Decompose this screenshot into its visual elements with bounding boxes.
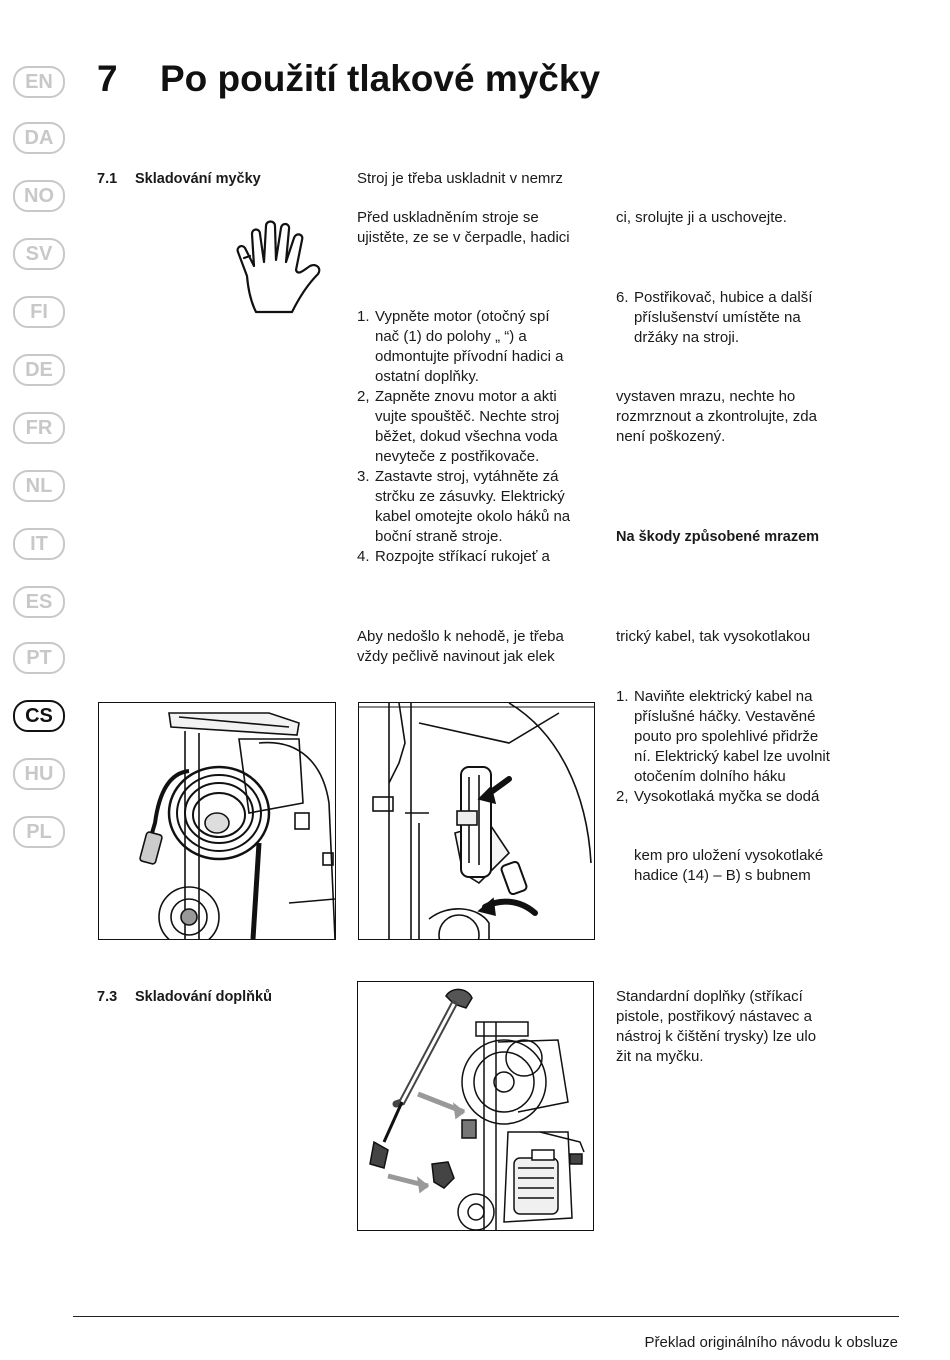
list-item-line: Vypněte motor (otočný spí bbox=[375, 308, 550, 325]
section-title: Skladování doplňků bbox=[135, 989, 272, 1005]
text-line: nástroj k čištění trysky) lze ulo bbox=[616, 1028, 817, 1045]
list-item-line: běžet, dokud všechna voda bbox=[375, 428, 558, 445]
list-item-line: odmontujte přívodní hadici a bbox=[375, 348, 564, 365]
step2-continuation bbox=[634, 846, 823, 886]
list-item bbox=[357, 307, 570, 387]
list-item bbox=[616, 687, 830, 787]
list-item bbox=[357, 467, 570, 547]
text-line: Aby nedošlo k nehodě, je třeba bbox=[357, 628, 564, 645]
language-tab-pl[interactable]: PL bbox=[13, 816, 65, 848]
language-tab-nl[interactable]: NL bbox=[13, 470, 65, 502]
chapter-title: Po použití tlakové myčky bbox=[160, 58, 601, 99]
list-marker: 6. bbox=[616, 289, 629, 306]
list-item-line: ostatní doplňky. bbox=[375, 368, 479, 385]
language-tab-da[interactable]: DA bbox=[13, 122, 65, 154]
accessory-storage-illustration bbox=[357, 981, 594, 1231]
language-tab-it[interactable]: IT bbox=[13, 528, 65, 560]
storage-step-6 bbox=[616, 288, 812, 348]
frost-warning: Na škody způsobené mrazem bbox=[616, 529, 820, 545]
language-tab-no[interactable]: NO bbox=[13, 180, 65, 212]
text-line: vždy pečlivě navinout jak elek bbox=[357, 648, 555, 665]
text-line: hadice (14) – B) s bubnem bbox=[634, 867, 811, 884]
list-item-line: příslušenství umístěte na bbox=[634, 309, 801, 326]
list-item-line: boční straně stroje. bbox=[375, 528, 503, 545]
step4-continuation: ci, srolujte ji a uschovejte. bbox=[616, 209, 787, 226]
list-item bbox=[357, 547, 570, 567]
text-line: rozmrznout a zkontrolujte, zda bbox=[616, 408, 817, 425]
list-item-line: otočením dolního háku bbox=[634, 768, 786, 785]
accident-warning-text bbox=[357, 627, 564, 667]
list-item bbox=[616, 288, 812, 348]
list-marker: 1. bbox=[616, 688, 629, 705]
language-tab-cs[interactable]: CS bbox=[13, 700, 65, 732]
list-marker: 2, bbox=[357, 388, 370, 405]
cable-hook-illustration bbox=[358, 702, 595, 940]
accident-warning-continuation: trický kabel, tak vysokotlakou bbox=[616, 628, 811, 645]
section-title: Skladování myčky bbox=[135, 171, 261, 187]
language-tab-fr[interactable]: FR bbox=[13, 412, 65, 444]
list-item-line: Zastavte stroj, vytáhněte zá bbox=[375, 468, 559, 485]
list-item-line: Vysokotlaká myčka se dodá bbox=[634, 788, 820, 805]
section-number: 7.1 bbox=[97, 171, 118, 187]
list-item-line: Zapněte znovu motor a akti bbox=[375, 388, 557, 405]
list-item bbox=[357, 387, 570, 467]
cable-steps-list bbox=[616, 687, 830, 807]
frost-text bbox=[616, 387, 817, 447]
chapter-number: 7 bbox=[97, 58, 118, 99]
language-tab-de[interactable]: DE bbox=[13, 354, 65, 386]
storage-intro: Stroj je třeba uskladnit v nemrz bbox=[357, 170, 563, 187]
list-item-line: příslušné háčky. Vestavěné bbox=[634, 708, 816, 725]
text-line: pistole, postřikový nástavec a bbox=[616, 1008, 812, 1025]
list-item-line: vujte spouštěč. Nechte stroj bbox=[375, 408, 560, 425]
text-line: ujistěte, ze se v čerpadle, hadici bbox=[357, 229, 570, 246]
language-tab-fi[interactable]: FI bbox=[13, 296, 65, 328]
language-tab-en[interactable]: EN bbox=[13, 66, 65, 98]
storage-steps-list bbox=[357, 307, 570, 567]
section-number: 7.3 bbox=[97, 989, 118, 1005]
language-tab-sv[interactable]: SV bbox=[13, 238, 65, 270]
list-item-line: držáky na stroji. bbox=[634, 329, 740, 346]
language-tab-pt[interactable]: PT bbox=[13, 642, 65, 674]
language-tab-hu[interactable]: HU bbox=[13, 758, 65, 790]
text-line: žit na myčku. bbox=[616, 1048, 704, 1065]
list-marker: 2, bbox=[616, 788, 629, 805]
list-item-line: pouto pro spolehlivé přidrže bbox=[634, 728, 819, 745]
text-line: vystaven mrazu, nechte ho bbox=[616, 388, 796, 405]
list-item bbox=[616, 787, 830, 807]
list-marker: 3. bbox=[357, 468, 370, 485]
pressure-washer-hose-illustration bbox=[98, 702, 336, 940]
footer-divider bbox=[73, 1316, 899, 1317]
section-heading-7-1 bbox=[97, 171, 261, 187]
list-item-line: nevyteče z postřikovače. bbox=[375, 448, 540, 465]
text-line: Standardní doplňky (stříkací bbox=[616, 988, 803, 1005]
language-tab-es[interactable]: ES bbox=[13, 586, 65, 618]
text-line: není poškozený. bbox=[616, 428, 726, 445]
list-item-line: ní. Elektrický kabel lze uvolnit bbox=[634, 748, 830, 765]
hand-stop-icon bbox=[234, 218, 326, 318]
list-item-line: Postřikovač, hubice a další bbox=[634, 289, 813, 306]
list-marker: 4. bbox=[357, 548, 370, 565]
chapter-heading bbox=[97, 58, 600, 100]
section-heading-7-3 bbox=[97, 989, 272, 1005]
footer-text: Překlad originálního návodu k obsluze bbox=[644, 1334, 898, 1351]
list-item-line: Rozpojte stříkací rukojeť a bbox=[375, 548, 550, 565]
text-line: Před uskladněním stroje se bbox=[357, 209, 539, 226]
before-storage-text bbox=[357, 208, 570, 248]
list-item-line: Naviňte elektrický kabel na bbox=[634, 688, 813, 705]
accessory-storage-text bbox=[616, 987, 816, 1067]
list-item-line: nač (1) do polohy „ “) a bbox=[375, 328, 527, 345]
list-item-line: kabel omotejte okolo háků na bbox=[375, 508, 571, 525]
list-marker: 1. bbox=[357, 308, 370, 325]
text-line: kem pro uložení vysokotlaké bbox=[634, 847, 824, 864]
list-item-line: strčku ze zásuvky. Elektrický bbox=[375, 488, 565, 505]
